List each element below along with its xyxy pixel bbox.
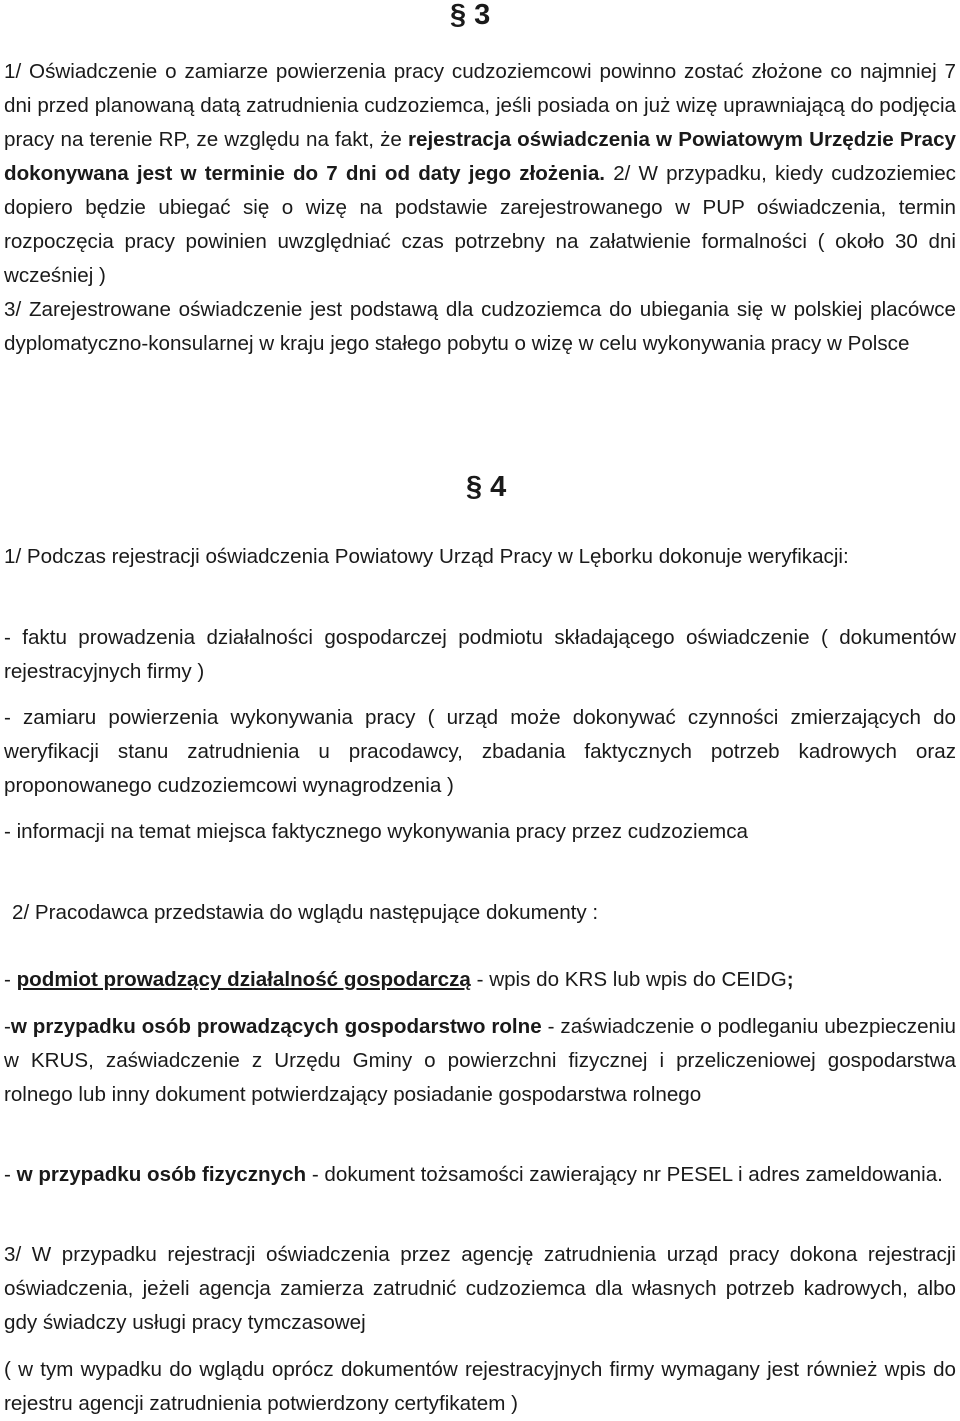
s4-p1-item-3: - informacji na temat miejsca faktycznego wykonywania pracy przez cudzoziemca <box>4 820 748 843</box>
s4-p2-i3-bold: w przypadku osób fizycznych <box>16 1163 307 1186</box>
s4-p1-item-1: - faktu prowadzenia działalności gospodarczej podmiotu składającego oświadczenie ( dokumentów rejestracyjnych firmy ) <box>4 626 956 683</box>
s4-p2-i1-dash: - <box>4 968 17 991</box>
s4-p1-item-2: - zamiaru powierzenia wykonywania pracy ( urząd może dokonywać czynności zmierzających do weryfikacji stanu zatrudnienia u pracodawcy, zbadania faktycznych potrzeb kadrowych oraz proponowanego cudzoziemcowi wynagrodzenia ) <box>4 706 956 797</box>
s4-p2-i2-dash: - <box>4 1015 11 1038</box>
section-3-body <box>4 55 956 361</box>
s4-p2-item-2-wrap <box>4 1010 956 1112</box>
s4-p2-item-3 <box>4 1158 956 1192</box>
s4-point-2-wrap <box>12 896 956 930</box>
s4-p2-item-3-wrap <box>4 1158 956 1192</box>
s4-p1-item-3-wrap <box>4 815 956 849</box>
s4-p2-i1-rest: - wpis do KRS lub wpis do CEIDG <box>470 968 787 991</box>
s4-p1-item-1-wrap <box>4 621 956 689</box>
s4-p2-item-1 <box>4 963 956 997</box>
s3-p1-bold: rejestracja oświadczenia w Powiatowym Urzędzie Pracy dokonywana jest w terminie do 7 dni od daty jego złożenia. <box>4 128 957 185</box>
s4-p1-item-2-wrap <box>4 701 956 803</box>
s4-p2-item-2 <box>4 1010 956 1112</box>
s3-p2-text: 2/ W przypadku, kiedy cudzoziemiec dopiero będzie ubiegać się o wizę na podstawie zarejestrowanego w PUP oświadczenia, termin rozpoczęcia pracy powinien uwzględniać czas potrzebny na załatwienie formalności ( około 30 dni wcześniej ) <box>4 162 956 287</box>
s4-point-3-wrap <box>4 1238 956 1340</box>
s4-paragraph-1: 1/ Podczas rejestracji oświadczenia Powiatowy Urząd Pracy w Lęborku dokonuje weryfikacji: <box>4 545 849 568</box>
s4-p2-i3-dash: - <box>4 1163 17 1186</box>
s4-paragraph-2: 2/ Pracodawca przedstawia do wglądu następujące dokumenty : <box>12 901 599 924</box>
s4-p2-i3-rest: - dokument tożsamości zawierający nr PESEL i adres zameldowania. <box>306 1163 943 1186</box>
s4-p2-i1-end: ; <box>786 968 794 991</box>
s4-p2-i2-bold: w przypadku osób prowadzących gospodarstwo rolne <box>10 1015 542 1038</box>
s4-paragraph-3: 3/ W przypadku rejestracji oświadczenia przez agencję zatrudnienia urząd pracy dokona rejestracji oświadczenia, jeżeli agencja zamierza zatrudnić cudzoziemca dla własnych potrzeb kadrowych, albo gdy świadczy usługi pracy tymczasowej <box>4 1243 956 1334</box>
s4-p2-i2-rest: - zaświadczenie o podleganiu ubezpieczeniu w KRUS, zaświadczenie z Urzędu Gminy o powierzchni fizycznej i przeliczeniowej gospodarstwa rolnego lub inny dokument potwierdzający posiadanie gospodarstwa rolnego <box>4 1015 957 1106</box>
s4-p2-i1-bold: podmiot prowadzący działalność gospodarczą <box>16 968 471 991</box>
s4-p2-item-1-wrap <box>4 963 956 997</box>
s4-point-4-wrap <box>4 1353 956 1421</box>
section-4-point-1 <box>4 540 956 574</box>
s3-paragraph-1 <box>4 55 956 293</box>
section-3-heading: § 3 <box>450 0 491 31</box>
section-4-heading: § 4 <box>466 471 507 503</box>
s3-p1-text: 1/ Oświadczenie o zamiarze powierzenia pracy cudzoziemcowi powinno zostać złożone co najmniej 7 dni przed planowaną datą zatrudnienia cudzoziemca, jeśli posiada on już wizę uprawniającą do podjęcia pracy na terenie RP, ze względu na fakt, że <box>4 60 956 151</box>
s3-paragraph-3: 3/ Zarejestrowane oświadczenie jest podstawą dla cudzoziemca do ubiegania się w polskiej placówce dyplomatyczno-konsularnej w kraju jego stałego pobytu o wizę w celu wykonywania pracy w Polsce <box>4 298 956 355</box>
s4-paragraph-4: ( w tym wypadku do wglądu oprócz dokumentów rejestracyjnych firmy wymagany jest również wpis do rejestru agencji zatrudnienia potwierdzony certyfikatem ) <box>4 1358 956 1415</box>
